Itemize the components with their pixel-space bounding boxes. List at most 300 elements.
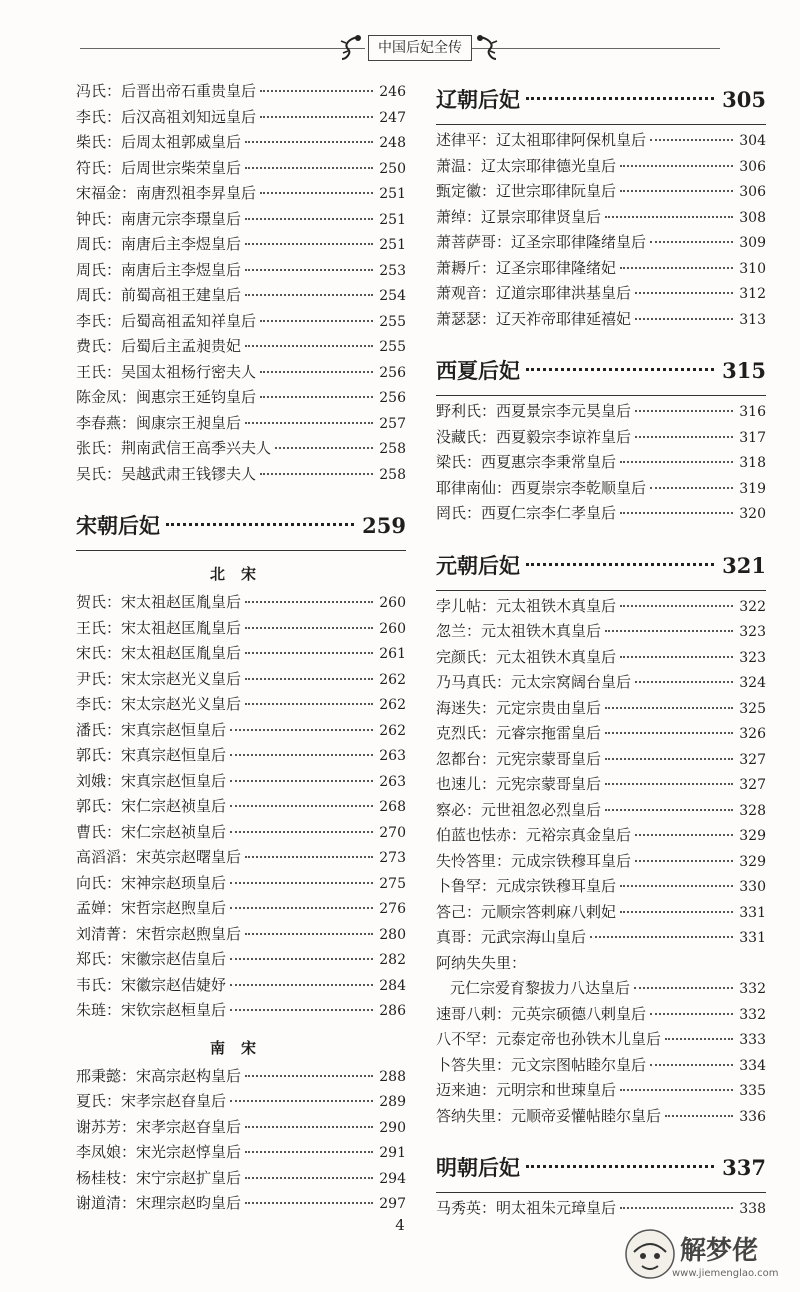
toc-entry[interactable] <box>436 502 766 528</box>
leader-dots <box>245 703 373 705</box>
entry-page: 263 <box>379 748 406 764</box>
leader-dots <box>230 780 373 782</box>
section-heading[interactable] <box>436 80 766 125</box>
entry-text: 冯氏：后晋出帝石重贵皇后 <box>76 82 257 100</box>
leader-dots <box>634 987 733 989</box>
entry-page: 338 <box>739 1201 766 1217</box>
entry-text: 符氏：后周世宗柴荣皇后 <box>76 158 242 177</box>
entry-text: 萧菩萨哥：辽圣宗耶律隆绪皇后 <box>436 233 647 251</box>
leader-dots <box>605 216 733 218</box>
leader-dots <box>230 882 373 884</box>
entry-text: 克烈氏：元睿宗拖雷皇后 <box>436 724 602 742</box>
entry-page: 284 <box>379 977 406 994</box>
entry-text: 曹氏：宋仁宗赵祯皇后 <box>76 822 227 841</box>
leader-dots <box>245 652 373 654</box>
entry-page: 275 <box>379 875 406 892</box>
leader-dots <box>635 410 733 412</box>
toc-entry[interactable] <box>76 1090 406 1116</box>
toc-entry[interactable] <box>76 80 406 106</box>
entry-page: 262 <box>379 722 406 739</box>
leader-dots <box>245 167 373 169</box>
entry-text: 述律平：辽太祖耶律阿保机皇后 <box>436 131 647 149</box>
entry-page: 323 <box>739 624 766 640</box>
leader-dots <box>665 1038 733 1040</box>
toc-entry[interactable] <box>436 799 766 825</box>
toc-entry[interactable] <box>76 437 406 463</box>
section-title: 宋朝后妃 <box>76 513 160 538</box>
page-number: 4 <box>395 1216 405 1234</box>
entry-page: 324 <box>739 675 766 691</box>
toc-entry[interactable] <box>436 646 766 672</box>
entry-page: 255 <box>379 339 406 355</box>
dragon-ornament-icon <box>338 33 364 63</box>
entry-page: 247 <box>379 109 406 126</box>
leader-dots <box>230 831 373 833</box>
entry-page: 270 <box>379 824 406 841</box>
section-title: 西夏后妃 <box>436 358 520 383</box>
toc-entry[interactable] <box>76 923 406 949</box>
entry-text: 海迷失：元定宗贵由皇后 <box>436 698 602 717</box>
toc-entry[interactable] <box>76 106 406 132</box>
entry-page: 262 <box>379 671 406 688</box>
entry-page: 308 <box>739 209 766 226</box>
book-title: 中国后妃全传 <box>368 35 472 61</box>
entry-page: 309 <box>739 235 766 251</box>
entry-text: 杨桂枝：宋宁宗赵扩皇后 <box>76 1168 242 1187</box>
leader-dots <box>245 1202 373 1204</box>
entry-page: 248 <box>379 135 406 151</box>
entry-text: 潘氏：宋真宗赵恒皇后 <box>76 720 227 739</box>
toc-entry[interactable] <box>436 1003 766 1029</box>
leader-dots <box>650 1013 733 1015</box>
entry-text: 李氏：后蜀高祖孟知祥皇后 <box>76 311 257 330</box>
section-page: 305 <box>722 87 766 112</box>
entry-text: 萧观音：辽道宗耶律洪基皇后 <box>436 284 632 302</box>
leader-dots <box>635 834 733 836</box>
entry-text: 失怜答里：元成宗铁穆耳皇后 <box>436 851 632 870</box>
leader-dots <box>260 320 373 322</box>
section-title: 辽朝后妃 <box>436 87 520 112</box>
leader-dots <box>260 90 373 92</box>
toc-entry[interactable] <box>436 1079 766 1105</box>
toc-entry[interactable] <box>76 259 406 285</box>
toc-entry[interactable] <box>436 451 766 477</box>
entry-page: 304 <box>739 133 766 149</box>
toc-entry[interactable] <box>76 668 406 694</box>
leader-dots <box>605 758 733 760</box>
toc-entry[interactable] <box>436 257 766 283</box>
leader-dots <box>245 345 373 347</box>
entry-text: 萧耨斤：辽圣宗耶律隆绪妃 <box>436 258 617 277</box>
entry-page: 254 <box>379 288 406 304</box>
entry-page: 276 <box>379 901 406 917</box>
entry-page: 327 <box>739 777 766 793</box>
leader-dots <box>620 605 733 607</box>
section-page: 315 <box>722 358 766 383</box>
entry-text: 萧绰：辽景宗耶律贤皇后 <box>436 207 602 226</box>
toc-entry[interactable] <box>76 693 406 719</box>
leader-dots <box>605 783 733 785</box>
entry-page: 312 <box>739 286 766 302</box>
entry-text: 吴氏：吴越武肃王钱镠夫人 <box>76 464 257 483</box>
toc-entry[interactable] <box>76 386 406 412</box>
toc-entry[interactable] <box>436 400 766 426</box>
leader-dots <box>245 218 373 220</box>
toc-entry[interactable] <box>436 180 766 206</box>
toc-left-column <box>76 80 406 1218</box>
entry-text: 马秀英：明太祖朱元璋皇后 <box>436 1199 617 1217</box>
entry-page: 260 <box>379 620 406 637</box>
leader-dots <box>245 1075 373 1077</box>
section-heading[interactable] <box>76 506 406 551</box>
entry-text: 李氏：宋太宗赵光义皇后 <box>76 695 242 713</box>
entry-text: 刘娥：宋真宗赵恒皇后 <box>76 771 227 790</box>
entry-text: 也速儿：元宪宗蒙哥皇后 <box>436 775 602 793</box>
toc-entry[interactable] <box>436 697 766 723</box>
leader-dots <box>230 1100 373 1102</box>
entry-page: 289 <box>379 1094 406 1110</box>
leader-dots <box>260 116 373 118</box>
toc-entry[interactable] <box>76 131 406 157</box>
entry-text: 孛儿帖：元太祖铁木真皇后 <box>436 596 617 615</box>
entry-text: 朱琏：宋钦宗赵桓皇后 <box>76 1001 227 1019</box>
toc-entry[interactable] <box>436 426 766 452</box>
subsection-heading: 南宋 <box>209 1038 272 1057</box>
leader-dots <box>620 656 733 658</box>
entry-page: 262 <box>379 697 406 713</box>
entry-text: 王氏：吴国太祖杨行密夫人 <box>76 362 257 381</box>
toc-entry[interactable] <box>76 310 406 336</box>
toc-entry[interactable] <box>436 1028 766 1054</box>
entry-page: 297 <box>379 1196 406 1212</box>
entry-page: 328 <box>739 802 766 819</box>
entry-page: 323 <box>739 649 766 666</box>
entry-page: 255 <box>379 313 406 330</box>
toc-entry[interactable] <box>436 477 766 503</box>
entry-text: 向氏：宋神宗赵顼皇后 <box>76 873 227 892</box>
leader-dots <box>620 1089 733 1091</box>
subsection-heading: 北宋 <box>209 565 272 583</box>
toc-entry[interactable] <box>76 974 406 1000</box>
leader-dots <box>605 732 733 734</box>
entry-page: 291 <box>379 1145 406 1161</box>
leader-dots <box>245 856 373 858</box>
entry-text: 忽兰：元太祖铁木真皇后 <box>436 622 602 640</box>
toc-entry[interactable] <box>76 897 406 923</box>
leader-dots <box>245 294 373 296</box>
section-title: 元朝后妃 <box>436 552 520 578</box>
leader-dots <box>590 936 733 938</box>
leader-dots <box>245 1151 373 1153</box>
entry-page: 251 <box>379 211 406 228</box>
leader-dots <box>665 1115 733 1117</box>
toc-entry[interactable] <box>76 591 406 617</box>
entry-text: 答己：元顺宗答剌麻八剌妃 <box>436 902 617 921</box>
leader-dots <box>260 396 373 398</box>
toc-entry[interactable] <box>436 308 766 334</box>
entry-text: 萧瑟瑟：辽天祚帝耶律延禧妃 <box>436 309 632 328</box>
toc-entry[interactable] <box>76 208 406 234</box>
entry-text: 宋福金：南唐烈祖李昇皇后 <box>76 184 257 202</box>
leader-dots <box>260 192 373 194</box>
leader-dots <box>230 754 373 756</box>
toc-entry[interactable] <box>76 744 406 770</box>
entry-page: 322 <box>739 598 766 615</box>
watermark-name: 解梦佬 <box>680 1236 759 1266</box>
entry-text: 邢秉懿：宋高宗赵构皇后 <box>76 1066 242 1085</box>
leader-dots <box>245 627 373 629</box>
toc-entry[interactable] <box>436 773 766 799</box>
leader-dots <box>635 292 733 294</box>
entry-page: 306 <box>739 184 766 200</box>
toc-entry[interactable] <box>76 284 406 310</box>
entry-page: 316 <box>739 404 766 420</box>
leader-dots <box>245 678 373 680</box>
entry-page: 288 <box>379 1068 406 1085</box>
toc-entry[interactable] <box>76 846 406 872</box>
leader-dots <box>230 984 373 986</box>
toc-entry[interactable] <box>76 233 406 259</box>
header-rule-left <box>80 48 365 49</box>
entry-text: 李凤娘：宋光宗赵惇皇后 <box>76 1143 242 1161</box>
entry-page: 260 <box>379 595 406 611</box>
leader-dots <box>230 958 373 960</box>
toc-entry[interactable] <box>436 722 766 748</box>
entry-page: 268 <box>379 799 406 815</box>
entry-page: 294 <box>379 1170 406 1187</box>
toc-entry[interactable] <box>436 155 766 181</box>
toc-entry[interactable] <box>436 875 766 901</box>
toc-entry[interactable] <box>76 157 406 183</box>
entry-page: 317 <box>739 429 766 446</box>
toc-entry[interactable] <box>76 1167 406 1193</box>
toc-entry[interactable] <box>76 999 406 1025</box>
section-heading[interactable] <box>436 546 766 591</box>
entry-page: 319 <box>739 480 766 497</box>
entry-page: 251 <box>379 237 406 253</box>
entry-text: 刘清菁：宋哲宗赵煦皇后 <box>76 924 242 943</box>
toc-entry[interactable] <box>436 1054 766 1080</box>
toc-entry[interactable] <box>436 926 766 952</box>
entry-text: 耶律南仙：西夏崇宗李乾顺皇后 <box>436 478 647 497</box>
entry-text: 乃马真氏：元太宗窝阔台皇后 <box>436 673 632 691</box>
leader-dots <box>526 368 714 371</box>
entry-page: 251 <box>379 186 406 202</box>
leader-dots <box>650 139 733 141</box>
toc-entry[interactable] <box>436 129 766 155</box>
entry-text: 野利氏：西夏景宗李元昊皇后 <box>436 402 632 420</box>
toc-entry[interactable] <box>436 620 766 646</box>
toc-entry[interactable] <box>76 463 406 489</box>
entry-text: 贺氏：宋太祖赵匡胤皇后 <box>76 593 242 611</box>
toc-entry[interactable] <box>76 1065 406 1091</box>
toc-entry[interactable] <box>76 182 406 208</box>
toc-entry[interactable] <box>436 748 766 774</box>
toc-entry[interactable] <box>76 719 406 745</box>
leader-dots <box>245 422 373 424</box>
toc-entry[interactable] <box>436 595 766 621</box>
entry-page: 329 <box>739 828 766 844</box>
running-header <box>0 30 800 66</box>
leader-dots <box>605 809 733 811</box>
entry-page: 327 <box>739 751 766 768</box>
leader-dots <box>260 371 373 373</box>
entry-text: 尹氏：宋太宗赵光义皇后 <box>76 669 242 688</box>
entry-text: 李春燕：闽康宗王昶皇后 <box>76 413 242 432</box>
entry-text: 孟婵：宋哲宗赵煦皇后 <box>76 899 227 917</box>
leader-dots <box>635 436 733 438</box>
toc-entry[interactable] <box>436 231 766 257</box>
toc-entry[interactable] <box>76 795 406 821</box>
leader-dots <box>620 461 733 463</box>
leader-dots <box>620 885 733 887</box>
leader-dots <box>245 269 373 271</box>
entry-page: 329 <box>739 853 766 870</box>
leader-dots <box>620 267 733 269</box>
leader-dots <box>620 512 733 514</box>
section-page: 321 <box>722 552 766 578</box>
entry-page: 336 <box>739 1108 766 1125</box>
entry-text: 甄定徽：辽世宗耶律阮皇后 <box>436 182 617 200</box>
entry-page: 335 <box>739 1083 766 1099</box>
entry-text: 察必：元世祖忽必烈皇后 <box>436 800 602 819</box>
entry-page: 325 <box>739 700 766 717</box>
toc-entry[interactable] <box>436 1105 766 1131</box>
toc-entry[interactable] <box>76 1116 406 1142</box>
entry-page: 318 <box>739 455 766 471</box>
entry-text: 柴氏：后周太祖郭威皇后 <box>76 133 242 151</box>
entry-text: 八不罕：元泰定帝也孙铁木儿皇后 <box>436 1030 662 1048</box>
entry-page: 256 <box>379 364 406 381</box>
entry-page: 282 <box>379 952 406 968</box>
leader-dots <box>230 1009 373 1011</box>
entry-text: 陈金凤：闽惠宗王延钧皇后 <box>76 388 257 406</box>
toc-entry[interactable] <box>76 361 406 387</box>
section-title: 明朝后妃 <box>436 1155 520 1180</box>
entry-page: 258 <box>379 466 406 483</box>
toc-entry[interactable] <box>76 617 406 643</box>
entry-text: 完颜氏：元太祖铁木真皇后 <box>436 647 617 666</box>
section-heading[interactable] <box>436 1148 766 1193</box>
entry-page: 313 <box>739 311 766 328</box>
leader-dots <box>526 1165 714 1168</box>
leader-dots <box>605 630 733 632</box>
leader-dots <box>245 601 373 603</box>
entry-text: 周氏：前蜀高祖王建皇后 <box>76 286 242 304</box>
entry-text: 梁氏：西夏惠宗李秉常皇后 <box>436 453 617 471</box>
toc-entry[interactable] <box>76 1141 406 1167</box>
entry-page: 263 <box>379 773 406 790</box>
toc-entry[interactable] <box>76 948 406 974</box>
entry-text: 元仁宗爱育黎拔力八达皇后 <box>450 979 631 997</box>
entry-page: 246 <box>379 84 406 100</box>
leader-dots <box>245 1126 373 1128</box>
entry-page: 253 <box>379 262 406 279</box>
toc-entry[interactable] <box>436 901 766 927</box>
section-heading[interactable] <box>436 351 766 396</box>
toc-entry[interactable] <box>436 206 766 232</box>
entry-page: 258 <box>379 441 406 457</box>
toc-entry[interactable] <box>76 872 406 898</box>
entry-text: 宋氏：宋太祖赵匡胤皇后 <box>76 644 242 662</box>
toc-entry[interactable] <box>76 770 406 796</box>
section-page: 259 <box>362 513 406 538</box>
entry-text: 费氏：后蜀后主孟昶贵妃 <box>76 337 242 355</box>
entry-text: 张氏：荆南武信王高季兴夫人 <box>76 439 272 457</box>
leader-dots <box>245 243 373 245</box>
toc-entry[interactable] <box>76 335 406 361</box>
entry-page: 273 <box>379 850 406 866</box>
entry-text: 罔氏：西夏仁宗李仁孝皇后 <box>436 504 617 522</box>
entry-page: 333 <box>739 1032 766 1048</box>
header-rule-right <box>472 48 720 49</box>
entry-text: 忽都台：元宪宗蒙哥皇后 <box>436 749 602 768</box>
toc-entry[interactable] <box>76 821 406 847</box>
entry-text: 速哥八剌：元英宗硕德八剌皇后 <box>436 1004 647 1023</box>
leader-dots <box>245 933 373 935</box>
leader-dots <box>650 1064 733 1066</box>
toc-entry[interactable] <box>436 977 766 1003</box>
entry-text: 阿纳失失里： <box>436 953 527 972</box>
leader-dots <box>635 681 733 683</box>
entry-text: 周氏：南唐后主李煜皇后 <box>76 260 242 279</box>
entry-text: 卜鲁罕：元成宗铁穆耳皇后 <box>436 877 617 895</box>
entry-text: 迈来迪：元明宗和世㻋皇后 <box>436 1081 617 1099</box>
toc-entry[interactable] <box>436 824 766 850</box>
toc-entry[interactable] <box>76 1192 406 1218</box>
entry-page: 286 <box>379 1003 406 1019</box>
entry-text: 没藏氏：西夏毅宗李谅祚皇后 <box>436 427 632 446</box>
entry-text: 谢苏芳：宋孝宗赵昚皇后 <box>76 1117 242 1136</box>
toc-entry[interactable] <box>76 412 406 438</box>
entry-text: 谢道清：宋理宗赵昀皇后 <box>76 1194 242 1212</box>
entry-page: 334 <box>739 1057 766 1074</box>
entry-text: 郭氏：宋仁宗赵祯皇后 <box>76 797 227 815</box>
leader-dots <box>230 805 373 807</box>
leader-dots <box>526 97 714 100</box>
entry-page: 257 <box>379 415 406 432</box>
entry-page: 256 <box>379 390 406 406</box>
toc-entry[interactable] <box>436 671 766 697</box>
toc-entry[interactable] <box>436 282 766 308</box>
leader-dots <box>635 860 733 862</box>
entry-text: 卜答失里：元文宗图帖睦尔皇后 <box>436 1055 647 1074</box>
leader-dots <box>245 141 373 143</box>
toc-entry[interactable] <box>436 850 766 876</box>
leader-dots <box>526 563 714 566</box>
leader-dots <box>260 473 373 475</box>
leader-dots <box>245 1177 373 1179</box>
watermark-url: www.jiemenglao.com <box>672 1268 779 1279</box>
leader-dots <box>230 907 373 909</box>
leader-dots <box>650 487 733 489</box>
section-page: 337 <box>722 1155 766 1180</box>
toc-right-column <box>436 80 766 1223</box>
entry-page: 331 <box>739 930 766 946</box>
entry-page: 310 <box>739 260 766 277</box>
entry-text: 真哥：元武宗海山皇后 <box>436 928 587 946</box>
entry-page: 280 <box>379 926 406 943</box>
leader-dots <box>650 241 733 243</box>
entry-text: 王氏：宋太祖赵匡胤皇后 <box>76 618 242 637</box>
entry-text: 周氏：南唐后主李煜皇后 <box>76 235 242 253</box>
leader-dots <box>230 729 373 731</box>
toc-entry-name[interactable] <box>436 952 766 978</box>
toc-entry[interactable] <box>76 642 406 668</box>
entry-text: 郑氏：宋徽宗赵佶皇后 <box>76 950 227 968</box>
entry-page: 261 <box>379 646 406 662</box>
entry-page: 290 <box>379 1119 406 1136</box>
